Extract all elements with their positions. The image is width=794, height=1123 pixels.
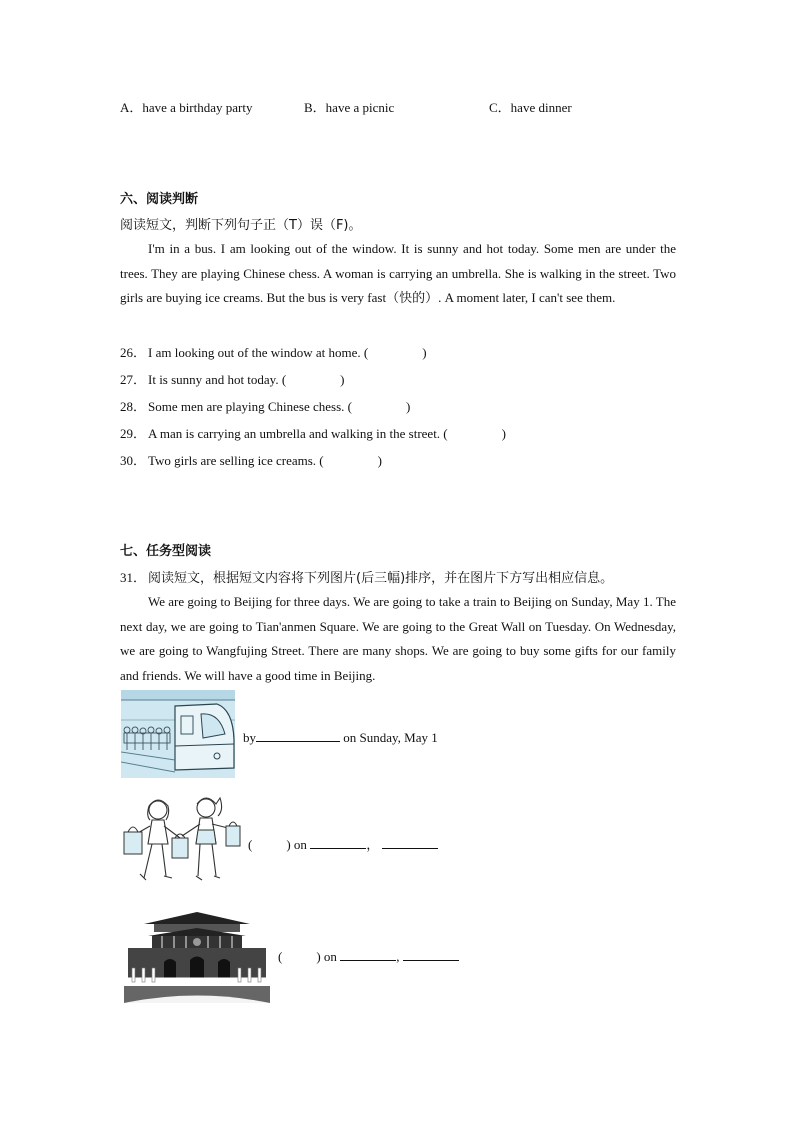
section6-passage	[120, 237, 676, 311]
by-label: by	[243, 730, 256, 745]
shopping-picture	[120, 790, 246, 886]
open-paren: (	[248, 837, 253, 852]
section7-passage-text: We are going to Beijing for three days. We are going to take a train to Beijing on Sunday, May 1. The next day, we are going to Tian'anmen Square. We are going to the Great Wall on Tuesday. On Wednesday, we are going to Wangfujing Street. There are many shops. We are going to buy some gifts for our family and friends. We will have a good time in Beijing.	[120, 594, 676, 683]
option-b: B．have a picnic	[304, 100, 395, 115]
picture2-answer-line	[248, 834, 438, 853]
date-label: on Sunday, May 1	[343, 730, 438, 745]
question-number: 31．	[120, 570, 147, 585]
option-c: C．have dinner	[489, 100, 572, 115]
question-text: It is sunny and hot today. (	[148, 372, 287, 387]
picture3-answer-line	[278, 948, 459, 965]
option-a: A．have a birthday party	[120, 100, 253, 115]
section7-passage	[120, 590, 676, 688]
answer-blank-place[interactable]	[382, 836, 438, 849]
question-number: 29．	[120, 426, 147, 441]
close-paren: )	[377, 453, 382, 468]
question-number: 28．	[120, 399, 147, 414]
section6-passage-text: I'm in a bus. I am looking out of the window. It is sunny and hot today. Some men are under the trees. They are playing Chinese chess. A woman is carrying an umbrella. She is walking in the street. Two girls are buying ice creams. But the bus is very fast（快的）. A moment later, I can't see them.	[120, 241, 676, 305]
picture1-answer-line	[243, 729, 438, 746]
answer-blank-place[interactable]	[403, 948, 459, 961]
question-text: I am looking out of the window at home. (	[148, 345, 369, 360]
question-number: 26．	[120, 345, 147, 360]
on-label: ) on	[286, 837, 307, 852]
section6-title: 六、阅读判断	[120, 192, 199, 207]
section7-title: 七、任务型阅读	[120, 544, 212, 559]
on-label: ) on	[316, 949, 337, 964]
train-icon	[121, 690, 235, 778]
question-30	[120, 450, 382, 469]
close-paren: )	[501, 426, 506, 441]
train-picture	[121, 690, 235, 778]
tiananmen-picture	[124, 908, 270, 1003]
question-26	[120, 342, 427, 361]
answer-blank-day[interactable]	[340, 948, 396, 961]
question-27	[120, 369, 345, 388]
question-text: A man is carrying an umbrella and walking in the street. (	[148, 426, 448, 441]
question-number: 27．	[120, 372, 147, 387]
question-29	[120, 423, 506, 442]
section7-instruction-line	[120, 567, 613, 586]
close-paren: )	[422, 345, 427, 360]
separator: ，	[366, 837, 380, 852]
tiananmen-icon	[124, 908, 270, 1003]
open-paren: (	[278, 949, 283, 964]
question-text: Two girls are selling ice creams. (	[148, 453, 324, 468]
close-paren: )	[405, 399, 411, 414]
separator: ,	[396, 949, 400, 964]
question-text: Some men are playing Chinese chess. (	[148, 399, 352, 414]
question-28	[120, 396, 410, 415]
answer-blank-day[interactable]	[310, 836, 366, 849]
close-paren: )	[340, 372, 345, 387]
answer-blank-transport[interactable]	[256, 729, 340, 742]
section7-instruction: 阅读短文，根据短文内容将下列图片(后三幅)排序，并在图片下方写出相应信息。	[148, 571, 614, 586]
question-number: 30．	[120, 453, 147, 468]
section6-instruction: 阅读短文，判断下列句子正（T）误（F)。	[120, 218, 362, 233]
shopping-girls-icon	[120, 790, 246, 886]
